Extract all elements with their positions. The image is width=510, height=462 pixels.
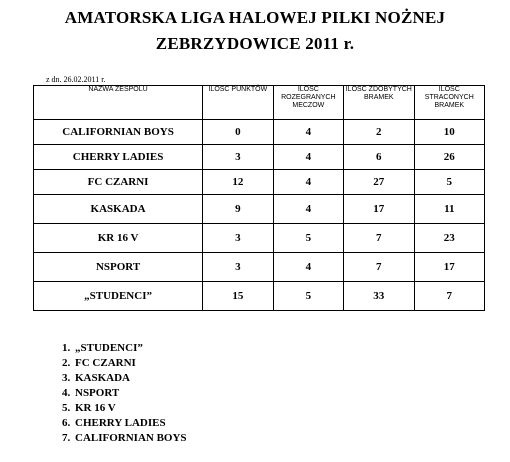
team-name: „STUDENCI” xyxy=(34,282,203,311)
goals-scored: 17 xyxy=(344,195,414,224)
ranking-item: 4. NSPORT xyxy=(73,386,187,401)
goals-conceded: 5 xyxy=(414,170,484,195)
header-matches-played: ILOSC ROZEGRANYCH MECZOW xyxy=(273,86,343,120)
team-name: KASKADA xyxy=(34,195,203,224)
table-header-row xyxy=(34,86,485,120)
table-row xyxy=(34,145,485,170)
team-name: CALIFORNIAN BOYS xyxy=(34,120,203,145)
points: 3 xyxy=(203,224,273,253)
goals-scored: 27 xyxy=(344,170,414,195)
date-label: z dn. 26.02.2011 r. xyxy=(46,75,106,84)
goals-conceded: 23 xyxy=(414,224,484,253)
goals-conceded: 17 xyxy=(414,253,484,282)
ranking-item: 5. KR 16 V xyxy=(73,401,187,416)
goals-scored: 7 xyxy=(344,224,414,253)
points: 12 xyxy=(203,170,273,195)
ranking-item: 7. CALIFORNIAN BOYS xyxy=(73,431,187,446)
matches-played: 5 xyxy=(273,224,343,253)
points: 9 xyxy=(203,195,273,224)
team-name: CHERRY LADIES xyxy=(34,145,203,170)
goals-scored: 2 xyxy=(344,120,414,145)
matches-played: 4 xyxy=(273,145,343,170)
header-goals-conceded: ILOSC STRACONYCH BRAMEK xyxy=(414,86,484,120)
table-row xyxy=(34,170,485,195)
points: 15 xyxy=(203,282,273,311)
title-line-1: AMATORSKA LIGA HALOWEJ PILKI NOŻNEJ xyxy=(64,8,446,27)
header-points: ILOSC PUNKTÓW xyxy=(203,86,273,120)
table-row xyxy=(34,195,485,224)
matches-played: 4 xyxy=(273,253,343,282)
table-row xyxy=(34,120,485,145)
header-goals-scored: ILOSC ZDOBYTYCH BRAMEK xyxy=(344,86,414,120)
ranking-item: 2. FC CZARNI xyxy=(73,356,187,371)
goals-conceded: 10 xyxy=(414,120,484,145)
standings-table xyxy=(33,85,485,311)
ranking-item: 6. CHERRY LADIES xyxy=(73,416,187,431)
header-team-name: NAZWA ZESPOLU xyxy=(34,86,203,120)
title-line-2: ZEBRZYDOWICE 2011 r. xyxy=(155,34,355,53)
ranking-item: 1. „STUDENCI” xyxy=(73,341,187,356)
team-name: FC CZARNI xyxy=(34,170,203,195)
goals-conceded: 26 xyxy=(414,145,484,170)
points: 0 xyxy=(203,120,273,145)
matches-played: 5 xyxy=(273,282,343,311)
ranking-item: 3. KASKADA xyxy=(73,371,187,386)
points: 3 xyxy=(203,253,273,282)
points: 3 xyxy=(203,145,273,170)
table-row xyxy=(34,253,485,282)
goals-conceded: 7 xyxy=(414,282,484,311)
team-name: NSPORT xyxy=(34,253,203,282)
goals-scored: 7 xyxy=(344,253,414,282)
goals-scored: 6 xyxy=(344,145,414,170)
matches-played: 4 xyxy=(273,170,343,195)
team-name: KR 16 V xyxy=(34,224,203,253)
matches-played: 4 xyxy=(273,120,343,145)
table-row xyxy=(34,282,485,311)
final-ranking-list xyxy=(55,341,187,446)
table-row xyxy=(34,224,485,253)
goals-conceded: 11 xyxy=(414,195,484,224)
matches-played: 4 xyxy=(273,195,343,224)
goals-scored: 33 xyxy=(344,282,414,311)
